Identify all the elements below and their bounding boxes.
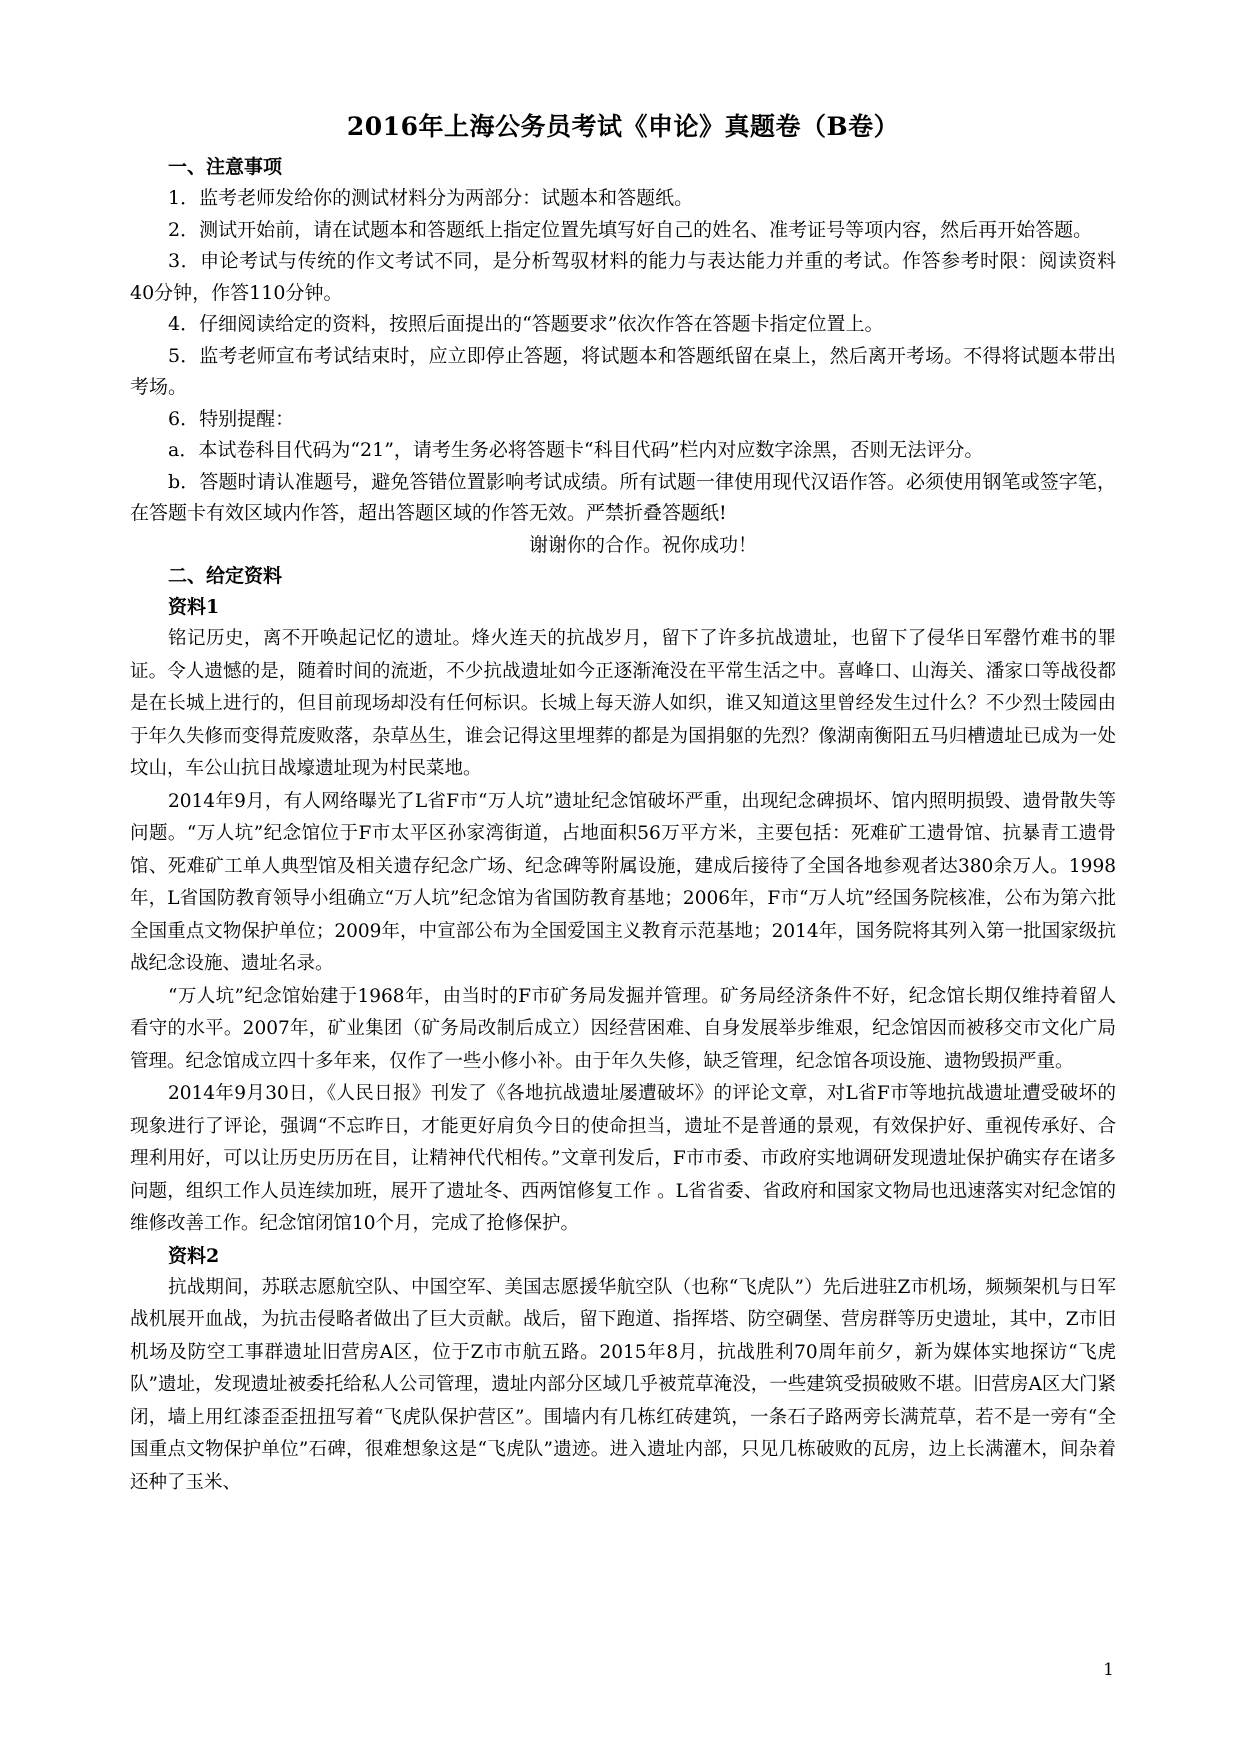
material-1-paragraph: “万人坑”纪念馆始建于1968年，由当时的F市矿务局发掘并管理。矿务局经济条件不好，纪念馆长期仅维持着留人看守的水平。2007年，矿业集团（矿务局改制后成立）因经营困难、自身发展举步维艰，纪念馆因而被移交市文化广局管理。纪念馆成立四十多年来，仅作了一些小修小补。由于年久失修，缺乏管理，纪念馆各项设施、遗物毁损严重。: [130, 985, 1116, 1072]
material-1-paragraph: 2014年9月，有人网络曝光了L省F市“万人坑”遗址纪念馆破坏严重，出现纪念碑损坏、馆内照明损毁、遗骨散失等问题。“万人坑”纪念馆位于F市太平区孙家湾街道，占地面积56万平方米，主要包括：死难矿工遗骨馆、抗暴青工遗骨馆、死难矿工单人典型馆及相关遗存纪念广场、纪念碑等附属设施，建成后接待了全国各地参观者达380余万人。1998年，L省国防教育领导小组确立“万人坑”纪念馆为省国防教育基地；2006年，F市“万人坑”经国务院核准，公布为第六批全国重点文物保护单位；2009年，中宣部公布为全国爱国主义教育示范基地；2014年，国务院将其列入第一批国家级抗战纪念设施、遗址名录。: [130, 790, 1116, 974]
material-1-paragraph: 2014年9月30日，《人民日报》刊发了《各地抗战遗址屡遭破坏》的评论文章，对L省F市等地抗战遗址遭受破坏的现象进行了评论，强调“不忘昨日，才能更好肩负今日的使命担当，遗址不是普通的景观，有效保护好、重视传承好、合理利用好，可以让历史历历在目，让精神代代相传。”文章刊发后，F市市委、市政府实地调研发现遗址保护确实存在诸多问题，组织工作人员连续加班，展开了遗址冬、西两馆修复工作 。L省省委、省政府和国家文物局也迅速落实对纪念馆的维修改善工作。纪念馆闭馆10个月，完成了抢修保护。: [130, 1083, 1116, 1234]
notice-item-2: 2．测试开始前，请在试题本和答题纸上指定位置先填写好自己的姓名、准考证号等项内容，然后再开始答题。: [168, 218, 1093, 241]
notice-item-b: b．答题时请认准题号，避免答错位置影响考试成绩。所有试题一律使用现代汉语作答。必须使用钢笔或签字笔，在答题卡有效区域内作答，超出答题区域的作答无效。严禁折叠答题纸!: [130, 470, 1116, 524]
notice-item-6: 6．特别提醒：: [168, 407, 295, 430]
thanks-line: 谢谢你的合作。祝你成功！: [528, 533, 757, 556]
notice-item-5: 5．监考老师宣布考试结束时，应立即停止答题，将试题本和答题纸留在桌上，然后离开考场。不得将试题本带出考场。: [130, 344, 1116, 398]
page-number: 1: [1103, 1660, 1114, 1680]
notice-item-3: 3．申论考试与传统的作文考试不同，是分析驾驭材料的能力与表达能力并重的考试。作答参考时限：阅读资料40分钟，作答110分钟。: [130, 250, 1116, 304]
section-heading-notes: 一、注意事项: [168, 156, 283, 178]
material-1-heading: 资料1: [168, 596, 220, 618]
material-2-heading: 资料2: [168, 1244, 220, 1267]
section-heading-materials: 二、给定资料: [168, 565, 283, 587]
material-2-paragraph: 抗战期间，苏联志愿航空队、中国空军、美国志愿援华航空队（也称“飞虎队”）先后进驻Z市机场，频频架机与日军战机展开血战，为抗击侵略者做出了巨大贡献。战后，留下跑道、指挥塔、防空碉堡、营房群等历史遗址，其中，Z市旧机场及防空工事群遗址旧营房A区，位于Z市市航五路。2015年8月，抗战胜利70周年前夕，新为媒体实地探访“飞虎队”遗址，发现遗址被委托给私人公司管理，遗址内部分区域几乎被荒草淹没，一些建筑受损破败不堪。旧营房A区大门紧闭，墙上用红漆歪歪扭扭写着“飞虎队保护营区”。围墙内有几栋红砖建筑，一条石子路两旁长满荒草，若不是一旁有“全国重点文物保护单位”石碑，很难想象这是“飞虎队”遗迹。进入遗址内部，只见几栋破败的瓦房，边上长满灌木，间杂着还种了玉米、: [130, 1276, 1116, 1493]
notice-item-a: a．本试卷科目代码为“21”，请考生务必将答题卡“科目代码”栏内对应数字涂黑，否则无法评分。: [168, 439, 984, 461]
material-1-paragraph: 铭记历史，离不开唤起记忆的遗址。烽火连天的抗战岁月，留下了许多抗战遗址，也留下了侵华日军罄竹难书的罪证。令人遗憾的是，随着时间的流逝，不少抗战遗址如今正逐渐淹没在平常生活之中。喜峰口、山海关、潘家口等战役都是在长城上进行的，但目前现场却没有任何标识。长城上每天游人如织，谁又知道这里曾经发生过什么？不少烈士陵园由于年久失修而变得荒废败落，杂草丛生，谁会记得这里埋葬的都是为国捐躯的先烈？像湖南衡阳五马归槽遗址已成为一处坟山，车公山抗日战壕遗址现为村民菜地。: [130, 628, 1116, 779]
document-title: 2016年上海公务员考试《申论》真题卷（B卷）: [346, 112, 900, 141]
notice-item-4: 4．仔细阅读给定的资料，按照后面提出的“答题要求”依次作答在答题卡指定位置上。: [168, 313, 884, 335]
notice-item-1: 1．监考老师发给你的测试材料分为两部分：试题本和答题纸。: [168, 187, 694, 209]
